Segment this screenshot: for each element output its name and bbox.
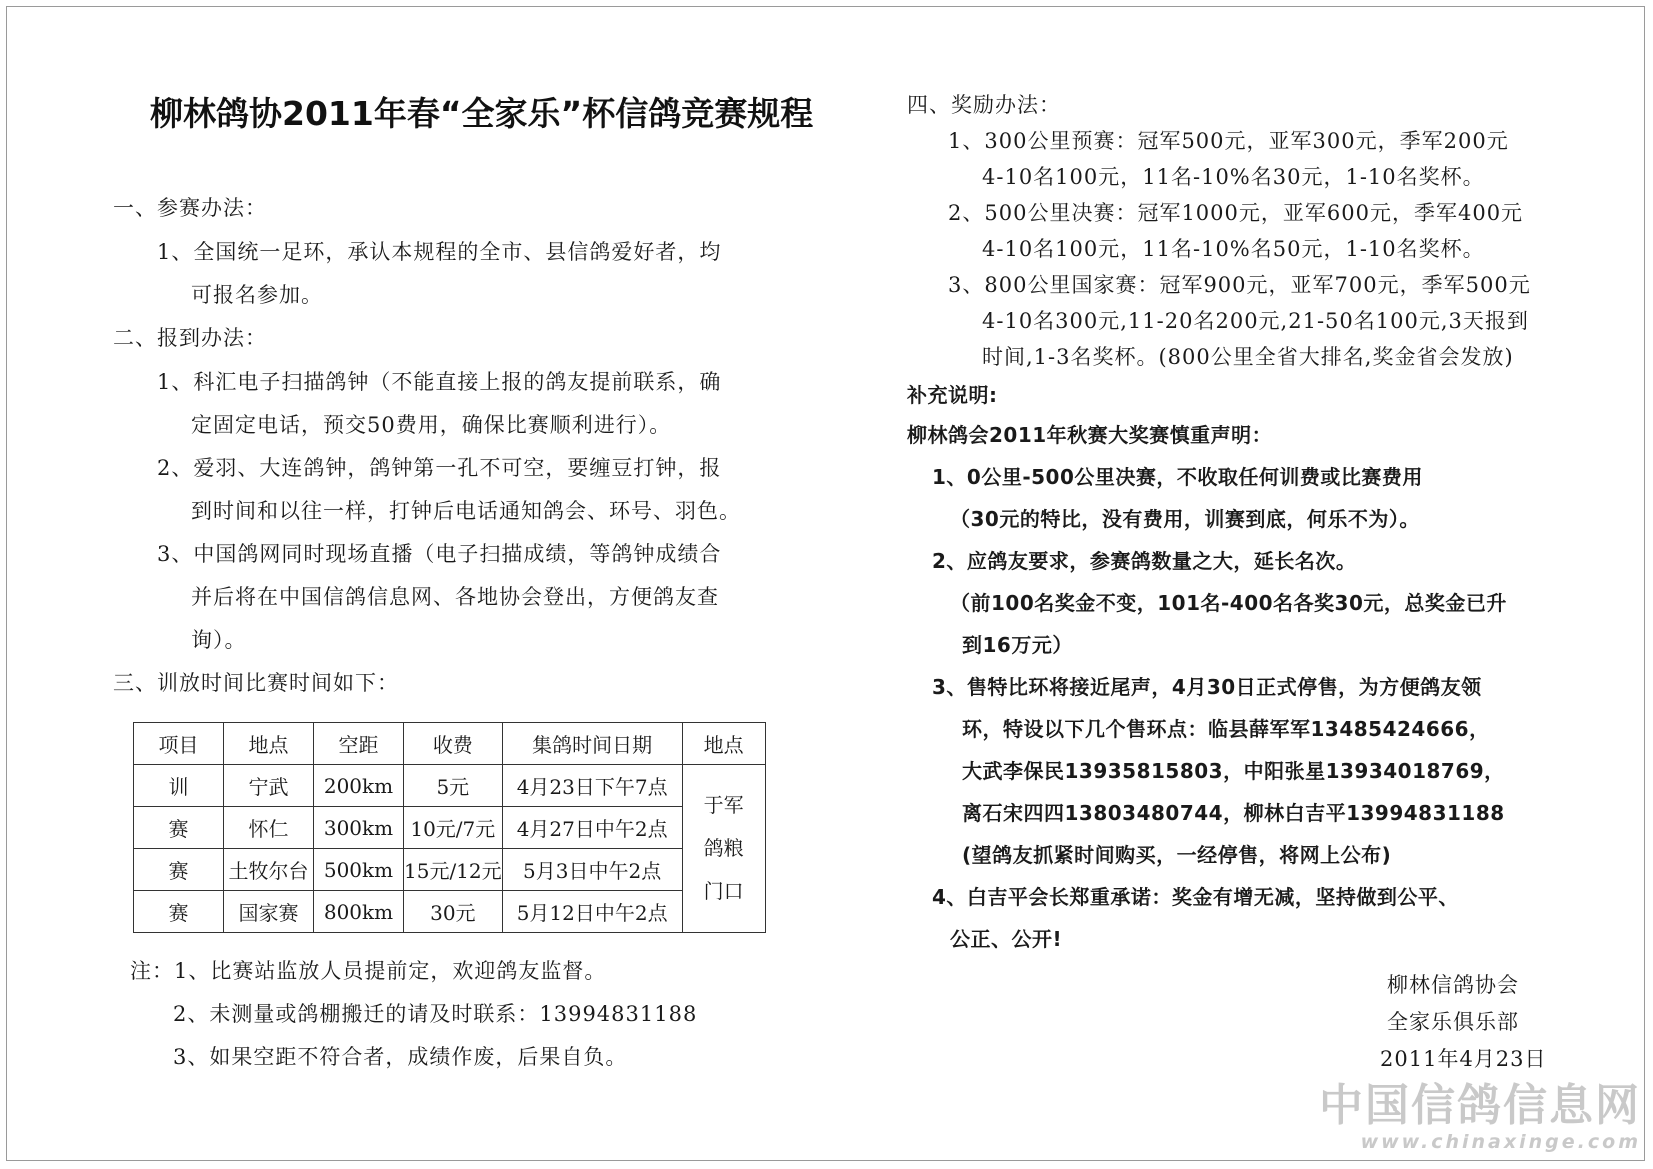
table-cell: 训 <box>134 765 224 807</box>
statement-2-cont2: 到16万元） <box>962 633 1073 657</box>
section-2-item-3: 3、中国鸽网同时现场直播（电子扫描成绩，等鸽钟成绩合 <box>157 542 722 566</box>
table-row <box>134 807 766 849</box>
watermark-url: www.chinaxinge.com <box>1360 1131 1641 1153</box>
merged-location-line: 门口 <box>703 879 744 903</box>
section-2-item-2-cont: 到时间和以往一样，打钟后电话通知鸽会、环号、羽色。 <box>191 499 741 523</box>
table-cell: 5元 <box>404 765 503 807</box>
statement-1: 1、0公里-500公里决赛，不收取任何训费或比赛费用 <box>932 465 1423 489</box>
section-2-item-1-cont: 定固定电话，预交50费用，确保比赛顺利进行）。 <box>191 413 672 437</box>
table-cell: 200km <box>314 765 404 807</box>
table-header-row <box>134 723 766 765</box>
statement-4-cont: 公正、公开! <box>950 927 1063 951</box>
table-cell: 宁武 <box>224 765 314 807</box>
signature-date: 2011年4月23日 <box>1380 1047 1547 1071</box>
statement-3: 3、售特比环将接近尾声，4月30日正式停售，为方便鸽友领 <box>932 675 1482 699</box>
table-cell: 赛 <box>134 891 224 933</box>
note-3: 3、如果空距不符合者，成绩作废，后果自负。 <box>173 1045 628 1069</box>
table-cell: 怀仁 <box>224 807 314 849</box>
supplement-subheading: 柳林鸽会2011年秋赛大奖赛慎重声明： <box>907 423 1273 447</box>
reward-1: 1、300公里预赛：冠军500元，亚军300元，季军200元 <box>948 129 1509 153</box>
table-header-cell: 地点 <box>682 723 765 765</box>
table-cell: 10元/7元 <box>404 807 503 849</box>
merged-location-line: 鸽粮 <box>703 836 744 860</box>
note-1: 注：1、比赛站监放人员提前定，欢迎鸽友监督。 <box>130 959 607 983</box>
section-1-item-1-cont: 可报名参加。 <box>191 283 323 307</box>
statement-1-cont: （30元的特比，没有费用，训赛到底，何乐不为）。 <box>950 507 1420 531</box>
note-2: 2、未测量或鸽棚搬迁的请及时联系：13994831188 <box>173 1002 698 1026</box>
reward-3-cont: 4-10名300元,11-20名200元,21-50名100元,3天报到 <box>982 309 1529 333</box>
section-1-item-1: 1、全国统一足环，承认本规程的全市、县信鸽爱好者，均 <box>157 240 722 264</box>
signature-org-1: 柳林信鸽协会 <box>1387 973 1519 997</box>
statement-4: 4、白吉平会长郑重承诺：奖金有增无减，坚持做到公平、 <box>932 885 1459 909</box>
table-row <box>134 891 766 933</box>
reward-3-cont2: 时间,1-3名奖杯。(800公里全省大排名,奖金省会发放) <box>982 345 1514 369</box>
statement-3-cont4: (望鸽友抓紧时间购买，一经停售，将网上公布) <box>962 843 1392 867</box>
table-cell: 土牧尔台 <box>224 849 314 891</box>
page-title: 柳林鸽协2011年春“全家乐”杯信鸽竞赛规程 <box>150 94 814 133</box>
table-cell: 15元/12元 <box>404 849 503 891</box>
section-2-item-1: 1、科汇电子扫描鸽钟（不能直接上报的鸽友提前联系，确 <box>157 370 722 394</box>
statement-3-cont3: 离石宋四四13803480744，柳林白吉平13994831188 <box>962 801 1505 825</box>
table-header-cell: 地点 <box>224 723 314 765</box>
table-header-cell: 项目 <box>134 723 224 765</box>
signature-org-2: 全家乐俱乐部 <box>1387 1010 1519 1034</box>
table-cell: 30元 <box>404 891 503 933</box>
table-header-cell: 空距 <box>314 723 404 765</box>
section-2-item-2: 2、爱羽、大连鸽钟，鸽钟第一孔不可空，要缠豆打钟，报 <box>157 456 722 480</box>
statement-2: 2、应鸽友要求，参赛鸽数量之大，延长名次。 <box>932 549 1357 573</box>
statement-2-cont: （前100名奖金不变，101名-400名各奖30元，总奖金已升 <box>950 591 1507 615</box>
table-row <box>134 849 766 891</box>
section-2-heading: 二、报到办法： <box>113 326 267 350</box>
table-cell: 赛 <box>134 849 224 891</box>
reward-1-cont: 4-10名100元，11名-10%名30元，1-10名奖杯。 <box>982 165 1485 189</box>
table-cell: 4月27日中午2点 <box>502 807 682 849</box>
table-header-cell: 收费 <box>404 723 503 765</box>
site-watermark <box>1319 1081 1641 1153</box>
reward-2-cont: 4-10名100元，11名-10%名50元，1-10名奖杯。 <box>982 237 1485 261</box>
table-cell: 800km <box>314 891 404 933</box>
table-cell: 500km <box>314 849 404 891</box>
reward-3: 3、800公里国家赛：冠军900元，亚军700元，季军500元 <box>948 273 1531 297</box>
table-cell: 4月23日下午7点 <box>502 765 682 807</box>
watermark-site-name: 中国信鸽信息网 <box>1319 1080 1641 1131</box>
schedule-table <box>133 722 766 933</box>
statement-3-cont: 环，特设以下几个售环点：临县薛军军13485424666， <box>962 717 1490 741</box>
reward-2: 2、500公里决赛：冠军1000元，亚军600元，季军400元 <box>948 201 1524 225</box>
section-3-heading: 三、训放时间比赛时间如下： <box>113 671 399 695</box>
table-cell: 5月3日中午2点 <box>502 849 682 891</box>
table-cell: 300km <box>314 807 404 849</box>
statement-3-cont2: 大武李保民13935815803，中阳张星13934018769， <box>962 759 1505 783</box>
section-4-heading: 四、奖励办法： <box>907 93 1061 117</box>
merged-location-cell <box>682 765 765 933</box>
section-2-item-3-cont2: 询）。 <box>191 628 247 652</box>
table-cell: 5月12日中午2点 <box>502 891 682 933</box>
supplement-heading: 补充说明: <box>907 383 998 407</box>
section-2-item-3-cont: 并后将在中国信鸽信息网、各地协会登出，方便鸽友查 <box>191 585 719 609</box>
table-cell: 国家赛 <box>224 891 314 933</box>
table-header-cell: 集鸽时间日期 <box>502 723 682 765</box>
section-1-heading: 一、参赛办法： <box>113 196 267 220</box>
table-row <box>134 765 766 807</box>
table-cell: 赛 <box>134 807 224 849</box>
merged-location-line: 于军 <box>703 793 744 817</box>
